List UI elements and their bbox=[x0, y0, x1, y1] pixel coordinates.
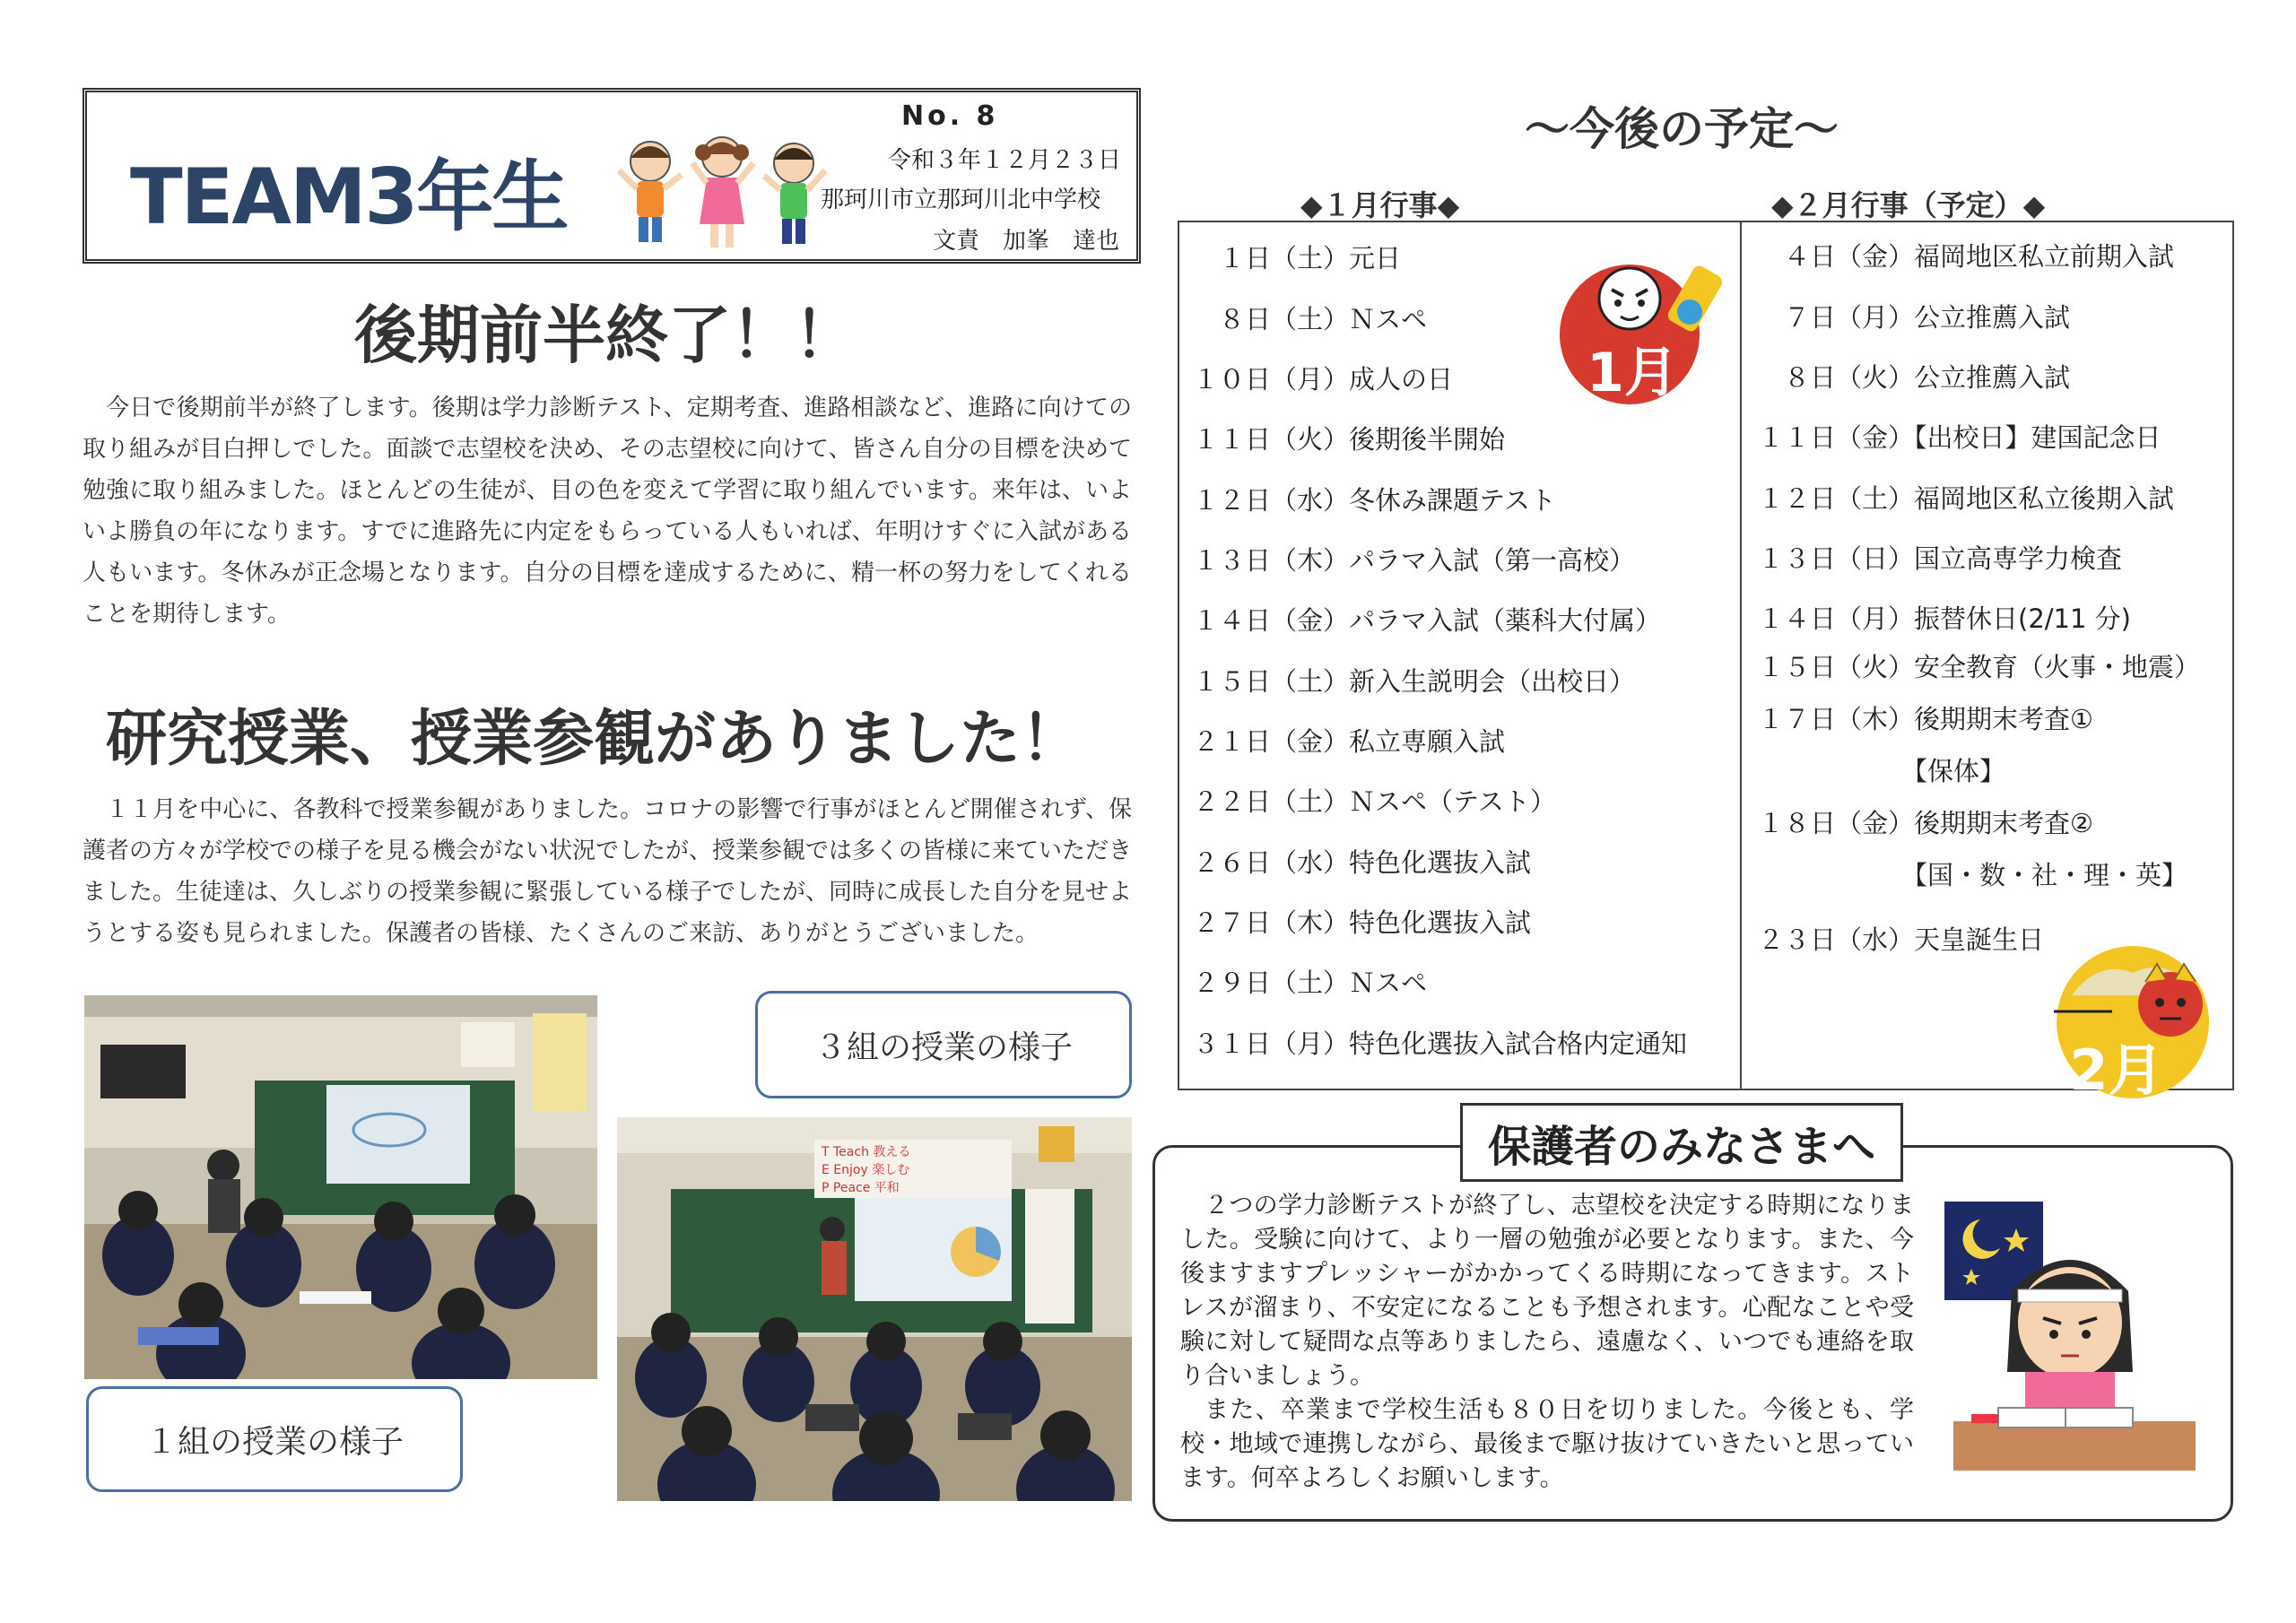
feb-event: １４日（月）振替休日(2/11 分) bbox=[1758, 603, 2131, 634]
jan-event: ８日（土）Ｎスペ bbox=[1193, 304, 1428, 334]
parents-paragraph: また、卒業まで学校生活も８０日を切りました。今後とも、学校・地域で連携しながら、最後まで駆け抜けていきたいと思っています。何卒よろしくお願いします。 bbox=[1180, 1396, 1914, 1492]
editor-credit: 文責 加峯 達也 bbox=[933, 228, 1120, 255]
jan-event: ２９日（土）Ｎスペ bbox=[1193, 968, 1428, 998]
january-heading: ◆１月行事◆ bbox=[1300, 188, 1460, 222]
class3-photo bbox=[617, 1117, 1132, 1501]
jan-event: １０日（月）成人の日 bbox=[1193, 364, 1454, 395]
jan-event: １４日（金）パラマ入試（薬科大付属） bbox=[1193, 605, 1662, 636]
jan-event: ３１日（月）特色化選抜入試合格内定通知 bbox=[1193, 1028, 1688, 1059]
jan-event: １２日（水）冬休み課題テスト bbox=[1193, 485, 1556, 516]
jan-event: １５日（土）新入生説明会（出校日） bbox=[1193, 666, 1636, 697]
parents-title: 保護者のみなさまへ bbox=[1460, 1103, 1903, 1182]
feb-event: ８日（火）公立推薦入試 bbox=[1758, 362, 2071, 393]
feb-event: ４日（金）福岡地区私立前期入試 bbox=[1758, 241, 2175, 272]
jan-event: １１日（火）後期後半開始 bbox=[1193, 424, 1506, 455]
jan-event: １日（土）元日 bbox=[1193, 243, 1402, 273]
feb-event: １５日（火）安全教育（火事・地震） bbox=[1758, 652, 2201, 682]
board-text-line2: E Enjoy 楽しむ bbox=[822, 1163, 910, 1177]
feb-event-note: 【保体】 bbox=[1901, 756, 2006, 786]
class1-caption: １組の授業の様子 bbox=[86, 1386, 463, 1492]
january-stamp-label: 1月 bbox=[1587, 342, 1678, 404]
schedule-title: ～今後の予定～ bbox=[1525, 103, 1839, 155]
parents-paragraph: ２つの学力診断テストが終了し、志望校を決定する時期になりました。受験に向けて、より一層の勉強が必要となります。また、今後ますますプレッシャーがかかってくる時期になってきます。ストレスが溜まり、不安定になることも予想されます。心配なことや受験に対して疑問な点等ありましたら、遠慮なく、いつでも連絡を取り合いましょう。 bbox=[1180, 1192, 1914, 1390]
feb-event: １３日（日）国立高専学力検査 bbox=[1758, 543, 2123, 574]
board-text-line3: P Peace 平和 bbox=[822, 1181, 900, 1195]
board-text-line1: T Teach 教える bbox=[822, 1145, 911, 1159]
feb-event: ２３日（水）天皇誕生日 bbox=[1758, 924, 2045, 955]
jan-event: ２１日（金）私立専願入試 bbox=[1193, 726, 1506, 757]
feb-event: ７日（月）公立推薦入試 bbox=[1758, 302, 2071, 333]
february-heading: ◆２月行事（予定）◆ bbox=[1771, 188, 2046, 222]
february-stamp-label: 2月 bbox=[2069, 1037, 2164, 1103]
article2-headline: 研究授業、授業参観がありました！ bbox=[106, 704, 1083, 775]
feb-event: １１日（金）【出校日】建国記念日 bbox=[1758, 422, 2161, 453]
jan-event: ２７日（木）特色化選抜入試 bbox=[1193, 907, 1532, 938]
feb-event: １８日（金）後期期末考査② bbox=[1758, 808, 2093, 838]
kids-illustration-icon bbox=[610, 126, 834, 260]
feb-event: １７日（木）後期期末考査① bbox=[1758, 704, 2093, 734]
issue-number: No. 8 bbox=[901, 100, 999, 132]
jan-event: ２２日（土）Ｎスペ（テスト） bbox=[1193, 786, 1556, 817]
school-name: 那珂川市立那珂川北中学校 bbox=[821, 187, 1101, 213]
schedule-divider bbox=[1740, 221, 1742, 1090]
february-stamp-icon bbox=[2045, 933, 2221, 1103]
class3-caption: ３組の授業の様子 bbox=[755, 991, 1132, 1098]
jan-event: ２６日（水）特色化選抜入試 bbox=[1193, 847, 1532, 878]
article1-headline: 後期前半終了！！ bbox=[354, 299, 857, 372]
feb-event: １２日（土）福岡地区私立後期入試 bbox=[1758, 483, 2175, 514]
feb-event-note: 【国・数・社・理・英】 bbox=[1901, 860, 2188, 890]
class1-photo bbox=[84, 995, 597, 1379]
newsletter-title: TEAM3年生 bbox=[130, 152, 568, 242]
article2-body: １１月を中心に、各教科で授業参観がありました。コロナの影響で行事がほとんど開催されず、保護者の方々が学校での様子を見る機会がない状況でしたが、授業参観では多くの皆様に来ていただきました。生徒達は、久しぶりの授業参観に緊張している様子でしたが、同時に成長した自分を見せようとする姿も見られました。保護者の皆様、たくさんのご来訪、ありがとうございました。 bbox=[83, 796, 1133, 947]
studying-student-icon bbox=[1935, 1193, 2205, 1480]
issue-date: 令和３年１２月２３日 bbox=[888, 147, 1122, 174]
jan-event: １３日（木）パラマ入試（第一高校） bbox=[1193, 545, 1636, 576]
january-stamp-icon bbox=[1544, 249, 1724, 411]
parents-message bbox=[1180, 1189, 1914, 1496]
article1-body: 今日で後期前半が終了します。後期は学力診断テスト、定期考査、進路相談など、進路に向けての取り組みが目白押しでした。面談で志望校を決め、その志望校に向けて、皆さん自分の目標を決めて勉強に取り組みました。ほとんどの生徒が、目の色を変えて学習に取り組んでいます。来年は、いよいよ勝負の年になります。すでに進路先に内定をもらっている人もいれば、年明けすぐに入試がある人もいます。冬休みが正念場となります。自分の目標を達成するために、精一杯の努力をしてくれることを期待します。 bbox=[83, 395, 1132, 628]
